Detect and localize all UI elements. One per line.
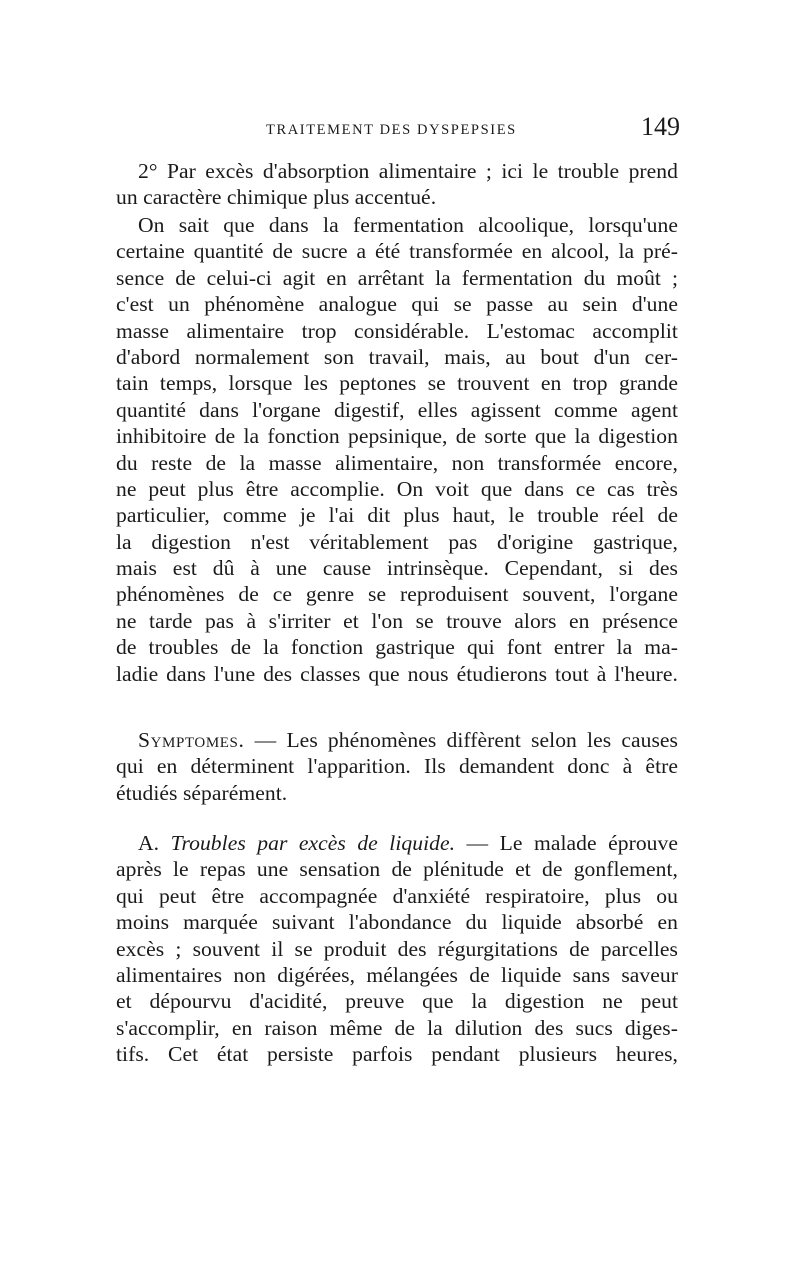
text-line: tifs. Cet état persiste parfois pendant plusieurs heures, (116, 1042, 678, 1067)
text-line: et dépourvu d'acidité, preuve que la digestion ne peut (116, 989, 678, 1014)
text-line: certaine quantité de sucre a été transformée en alcool, la pré- (116, 239, 678, 264)
text-line: sence de celui-ci agit en arrêtant la fermentation du moût ; (116, 265, 678, 290)
text-line: la digestion n'est véritablement pas d'origine gastrique, (116, 529, 678, 554)
subsection-title: Troubles par excès de liquide. (170, 831, 456, 855)
text-line: 2° Par excès d'absorption alimentaire ; ici le trouble prend (138, 159, 678, 183)
text-line: de troubles de la fonction gastrique qui font entrer la ma- (116, 635, 678, 660)
text-line (116, 830, 678, 856)
text-line: un caractère chimique plus accentué. (116, 185, 437, 210)
subsection-label: A. (138, 831, 160, 855)
text-line: d'abord normalement son travail, mais, au bout d'un cer- (116, 344, 678, 369)
text-line: quantité dans l'organe digestif, elles agissent comme agent (116, 397, 678, 422)
text-line: inhibitoire de la fonction pepsinique, de sorte que la digestion (116, 424, 678, 449)
text-line: étudiés séparément. (116, 780, 288, 805)
text-line: excès ; souvent il se produit des régurgitations de parcelles (116, 936, 678, 961)
text-line: c'est un phénomène analogue qui se passe au sein d'une (116, 292, 678, 317)
text-line: qui peut être accompagnée d'anxiété respiratoire, plus ou (116, 883, 678, 908)
text-line: tain temps, lorsque les peptones se trouvent en trop grande (116, 371, 678, 396)
section-heading-symptoms: Symptomes. (138, 728, 245, 752)
text-line: mais est dû à une cause intrinsèque. Cependant, si des (116, 556, 678, 581)
text-line: moins marquée suivant l'abondance du liquide absorbé en (116, 910, 678, 935)
text-line: ne peut plus être accomplie. On voit que dans ce cas très (116, 476, 678, 501)
text-line: phénomènes de ce genre se reproduisent souvent, l'organe (116, 582, 678, 607)
text-line: masse alimentaire trop considérable. L'estomac accomplit (116, 318, 678, 343)
running-title: TRAITEMENT DES DYSPEPSIES (266, 122, 517, 138)
text-line: particulier, comme je l'ai dit plus haut, le trouble réel de (116, 503, 678, 528)
text-line: ne tarde pas à s'irriter et l'on se trouve alors en présence (116, 608, 678, 633)
page-number: 149 (641, 112, 680, 141)
text-fragment: — Le malade éprouve (455, 831, 679, 855)
paragraph-fermentation (116, 212, 678, 687)
text-line: après le repas une sensation de plénitude et de gonflement, (116, 857, 678, 882)
text-line: ladie dans l'une des classes que nous étudierons tout à l'heure. (116, 661, 678, 686)
running-head (116, 112, 688, 148)
paragraph-liquid-excess (116, 830, 678, 1068)
text-line: qui en déterminent l'apparition. Ils demandent donc à être (116, 754, 678, 779)
text-line: On sait que dans la fermentation alcoolique, lorsqu'une (138, 213, 678, 237)
text-line: alimentaires non digérées, mélangées de liquide sans saveur (116, 962, 678, 987)
paragraph-absorption (116, 158, 678, 211)
text-line: s'accomplir, en raison même de la dilution des sucs diges- (116, 1015, 678, 1040)
text-line: du reste de la masse alimentaire, non transformée encore, (116, 450, 678, 475)
text-line (116, 727, 678, 753)
text-fragment: — Les phénomènes diffèrent selon les causes (244, 728, 678, 752)
paragraph-symptoms (116, 727, 678, 806)
